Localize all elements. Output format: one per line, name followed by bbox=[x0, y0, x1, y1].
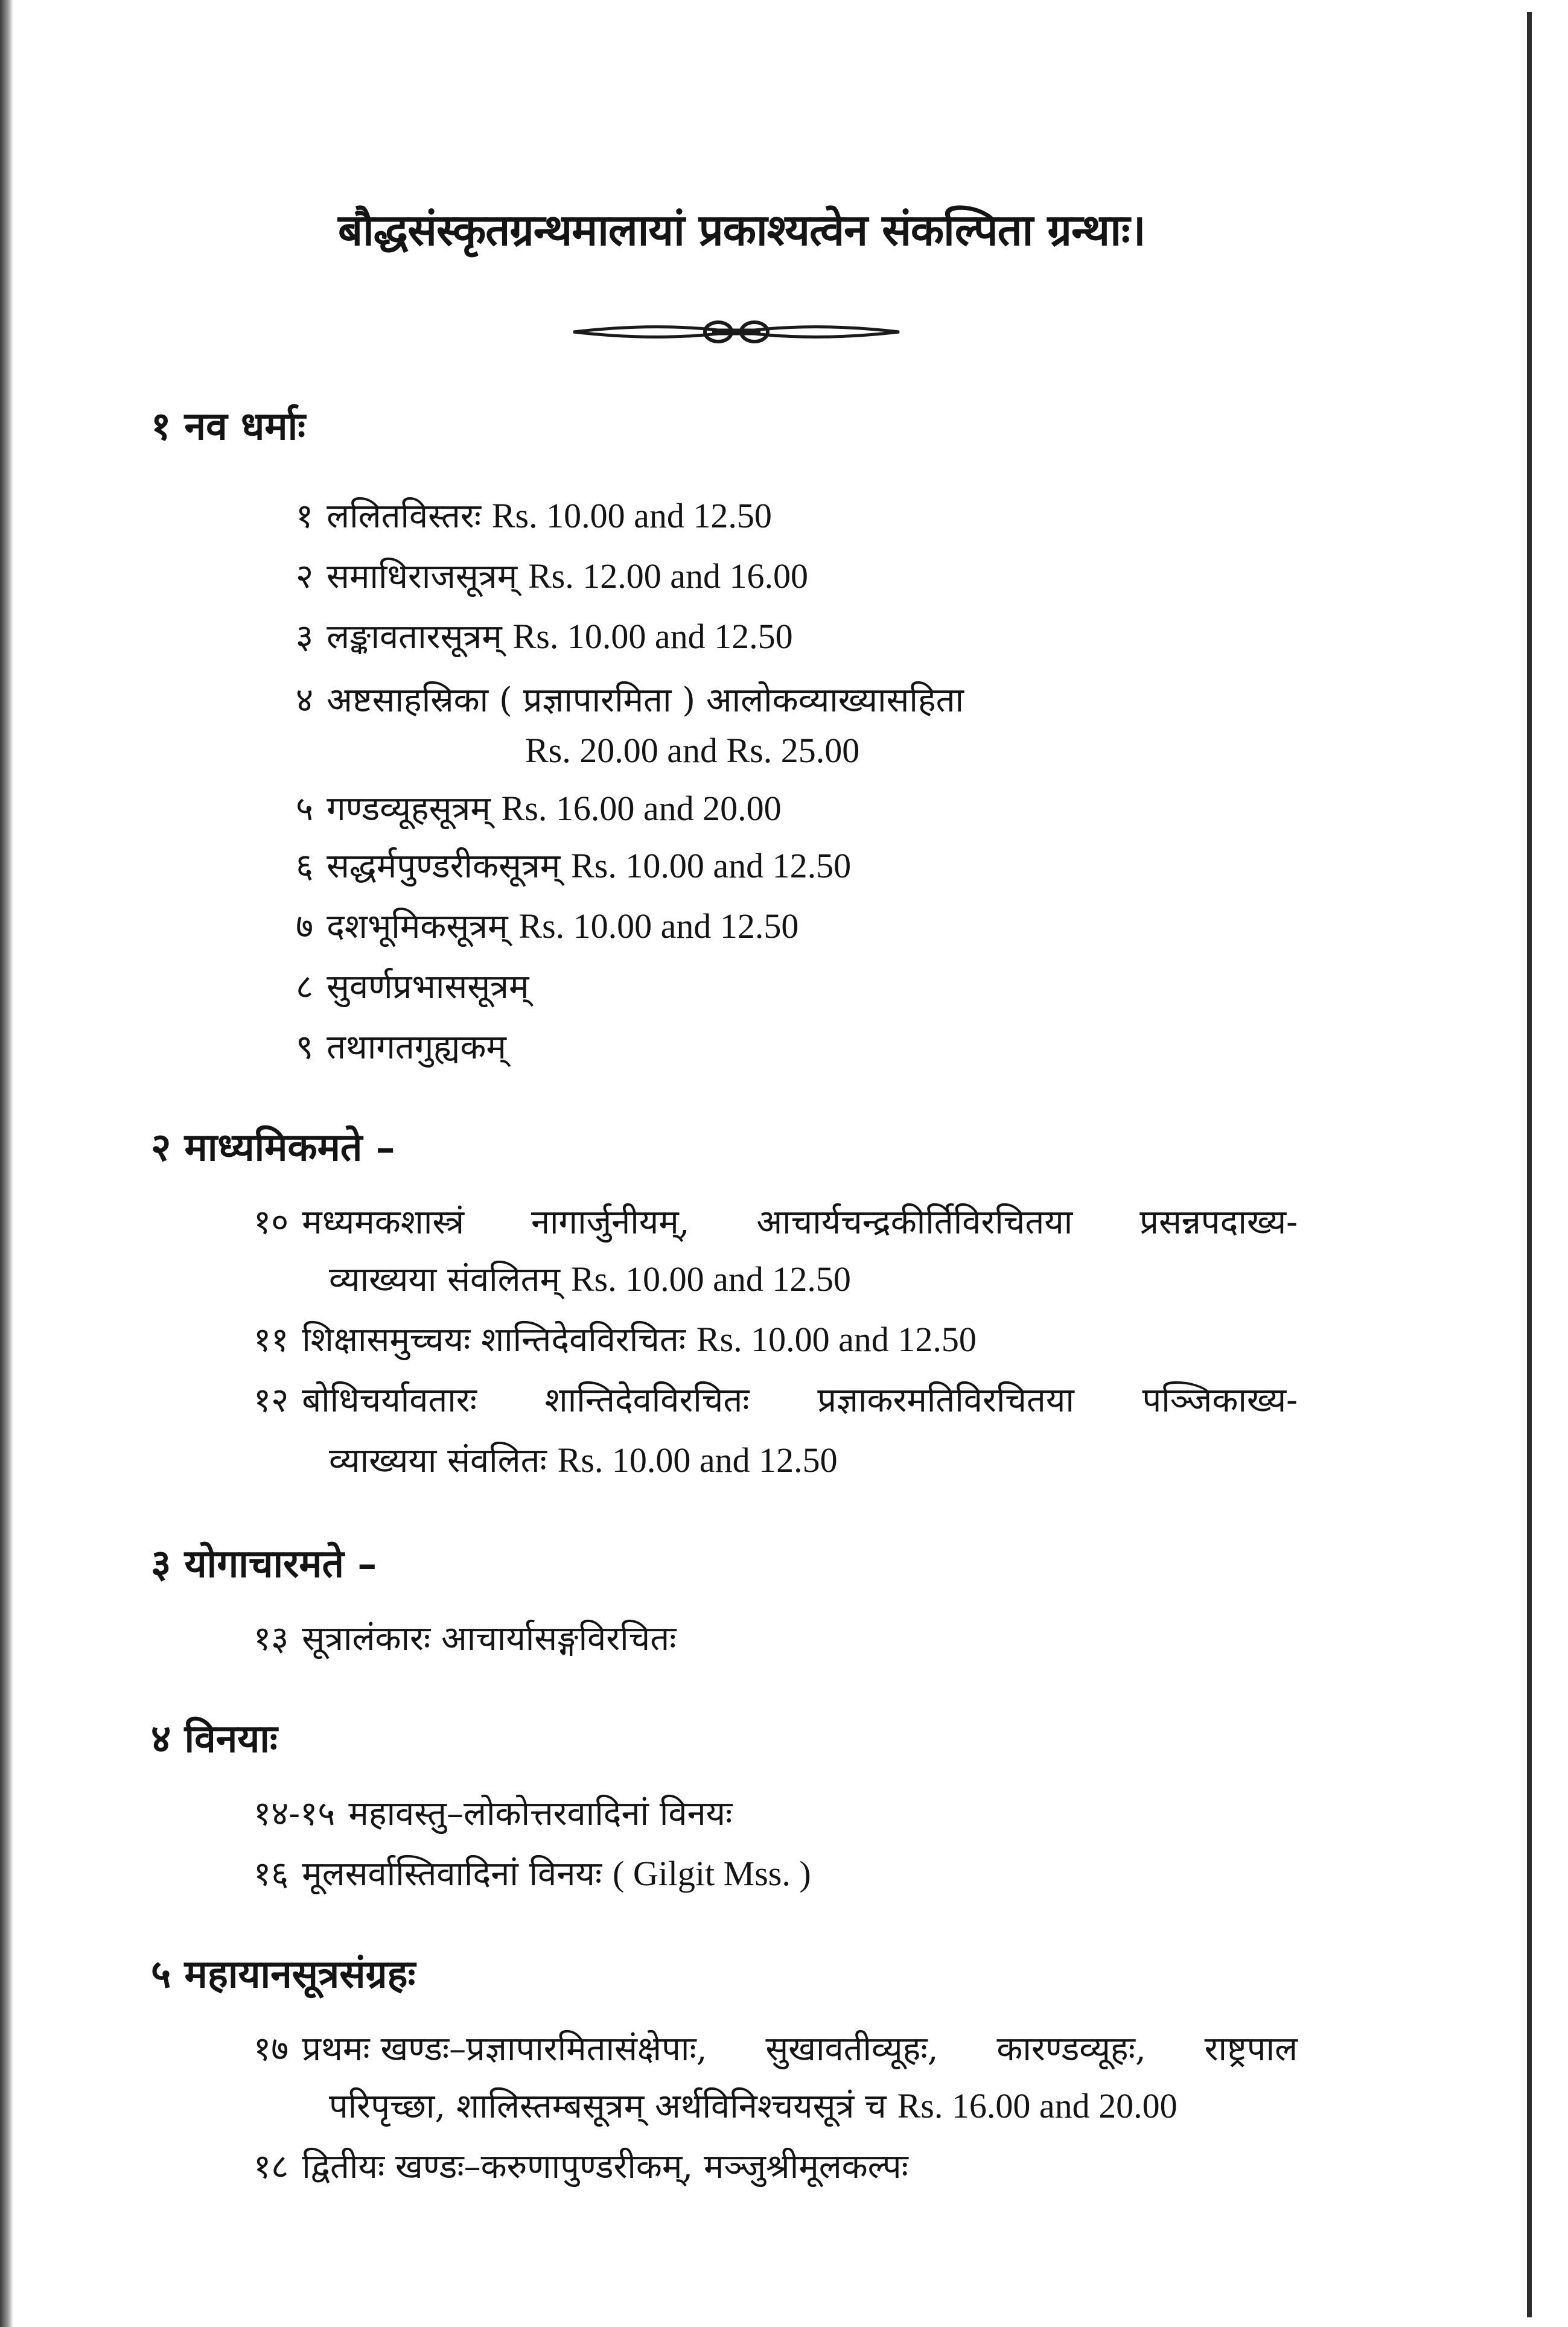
page-title: बौद्धसंस्कृतग्रन्थमालायां प्रकाश्यत्वेन संकल्पिता ग्रन्थाः। bbox=[338, 204, 1146, 255]
list-item: १ ललितविस्तरः Rs. 10.00 and 12.50 bbox=[296, 496, 772, 536]
list-item: १८ द्वितीयः खण्डः–करुणापुण्डरीकम्, मञ्जुश्रीमूलकल्पः bbox=[253, 2147, 908, 2186]
section-heading-yogacaramate: ३ योगाचारमते – bbox=[151, 1541, 377, 1587]
list-item-continuation: व्याख्यया संवलितः Rs. 10.00 and 12.50 bbox=[329, 1440, 838, 1480]
list-item-price: Rs. 20.00 and Rs. 25.00 bbox=[525, 731, 860, 770]
list-item: १२ बोधिचर्यावतारः शान्तिदेवविरचितः प्रज्ञाकरमतिविरचितया पञ्जिकाख्य- bbox=[253, 1381, 1298, 1420]
section-heading-mahayanasutrasangrahah: ५ महायानसूत्रसंग्रहः bbox=[151, 1952, 416, 1997]
list-item: २ समाधिराजसूत्रम् Rs. 12.00 and 16.00 bbox=[296, 556, 808, 596]
scan-edge-right bbox=[1527, 12, 1532, 2317]
list-item: ३ लङ्कावतारसूत्रम् Rs. 10.00 and 12.50 bbox=[296, 617, 793, 657]
list-item: ६ सद्धर्मपुण्डरीकसूत्रम् Rs. 10.00 and 12.50 bbox=[296, 846, 852, 886]
list-item: ४ अष्टसाहस्रिका ( प्रज्ञापारमिता ) आलोकव्याख्यासहिता bbox=[296, 681, 964, 720]
section-heading-vinayah: ४ विनयाः bbox=[151, 1716, 278, 1762]
list-item: ५ गण्डव्यूहसूत्रम् Rs. 16.00 and 20.00 bbox=[296, 789, 782, 829]
list-item: १६ मूलसर्वास्तिवादिनां विनयः ( Gilgit Mss. ) bbox=[253, 1854, 811, 1894]
list-item: ८ सुवर्णप्रभाससूत्रम् bbox=[296, 967, 529, 1007]
list-item-continuation: व्याख्यया संवलितम् Rs. 10.00 and 12.50 bbox=[329, 1259, 851, 1299]
list-item: ७ दशभूमिकसूत्रम् Rs. 10.00 and 12.50 bbox=[296, 906, 799, 946]
section-heading-nava-dharmah: १ नव धर्माः bbox=[151, 404, 306, 449]
list-item: १० मध्यमकशास्त्रं नागार्जुनीयम्, आचार्यचन्द्रकीर्तिविरचितया प्रसन्नपदाख्य- bbox=[253, 1203, 1298, 1242]
section-heading-madhyamikamate: २ माध्यमिकमते – bbox=[151, 1125, 395, 1170]
list-item: १७ प्रथमः खण्डः–प्रज्ञापारमितासंक्षेपाः, सुखावतीव्यूहः, कारण्डव्यूहः, राष्ट्रपाल bbox=[253, 2029, 1298, 2069]
list-item: १३ सूत्रालंकारः आचार्यासङ्गविरचितः bbox=[253, 1619, 677, 1658]
list-item-continuation: परिपृच्छा, शालिस्तम्बसूत्रम् अर्थविनिश्चयसूत्रं च Rs. 16.00 and 20.00 bbox=[329, 2086, 1178, 2126]
list-item: १४-१५ महावस्तु–लोकोत्तरवादिनां विनयः bbox=[253, 1794, 733, 1833]
list-item: ९ तथागतगुह्यकम् bbox=[296, 1028, 506, 1067]
list-item: ११ शिक्षासमुच्चयः शान्तिदेवविरचितः Rs. 10.00 and 12.50 bbox=[253, 1320, 977, 1360]
title-ornament bbox=[567, 305, 905, 359]
scan-edge-left bbox=[0, 0, 13, 2327]
